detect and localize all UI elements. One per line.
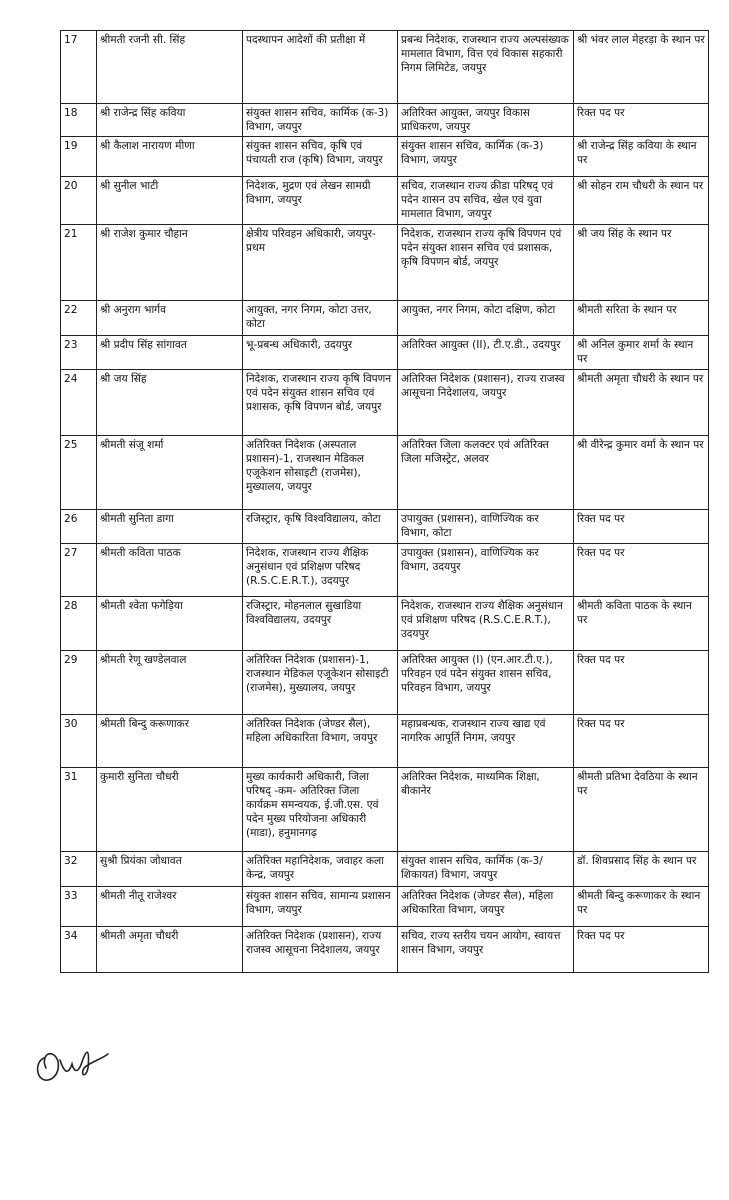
current-posting-cell: संयुक्त शासन सचिव, सामान्य प्रशासन विभाग, जयपुर bbox=[243, 887, 398, 927]
remark-cell: श्रीमती बिन्दु करूणाकर के स्थान पर bbox=[574, 887, 709, 927]
current-posting-cell: निदेशक, मुद्रण एवं लेखन सामग्री विभाग, जयपुर bbox=[243, 177, 398, 225]
table-row bbox=[61, 436, 709, 510]
table-row bbox=[61, 852, 709, 887]
officer-name-cell: श्री प्रदीप सिंह सांगावत bbox=[97, 336, 243, 370]
new-posting-cell: अतिरिक्त आयुक्त (II), टी.ए.डी., उदयपुर bbox=[398, 336, 574, 370]
remark-cell: श्रीमती कविता पाठक के स्थान पर bbox=[574, 597, 709, 651]
remark-cell: श्री अनिल कुमार शर्मा के स्थान पर bbox=[574, 336, 709, 370]
table-row bbox=[61, 137, 709, 177]
remark-cell: श्री भंवर लाल मेहरड़ा के स्थान पर bbox=[574, 31, 709, 104]
current-posting-cell: पदस्थापन आदेशों की प्रतीक्षा में bbox=[243, 31, 398, 104]
table-row bbox=[61, 336, 709, 370]
signature-icon bbox=[30, 1038, 140, 1088]
table-row bbox=[61, 225, 709, 301]
new-posting-cell: निदेशक, राजस्थान राज्य शैक्षिक अनुसंधान एवं प्रशिक्षण परिषद (R.S.C.E.R.T.), उदयपुर bbox=[398, 597, 574, 651]
new-posting-cell: अतिरिक्त जिला कलक्टर एवं अतिरिक्त जिला मजिस्ट्रेट, अलवर bbox=[398, 436, 574, 510]
remark-cell: रिक्त पद पर bbox=[574, 104, 709, 137]
table-row bbox=[61, 715, 709, 768]
remark-cell: रिक्त पद पर bbox=[574, 715, 709, 768]
remark-cell: श्री सोहन राम चौधरी के स्थान पर bbox=[574, 177, 709, 225]
officer-name-cell: श्री सुनील भाटी bbox=[97, 177, 243, 225]
serial-number-cell: 19 bbox=[61, 137, 97, 177]
remark-cell: श्रीमती सरिता के स्थान पर bbox=[574, 301, 709, 336]
table-row bbox=[61, 887, 709, 927]
new-posting-cell: संयुक्त शासन सचिव, कार्मिक (क-3/शिकायत) विभाग, जयपुर bbox=[398, 852, 574, 887]
table-row bbox=[61, 104, 709, 137]
new-posting-cell: महाप्रबन्धक, राजस्थान राज्य खाद्य एवं नागरिक आपूर्ति निगम, जयपुर bbox=[398, 715, 574, 768]
table-row bbox=[61, 177, 709, 225]
new-posting-cell: सचिव, राजस्थान राज्य क्रीडा परिषद् एवं पदेन शासन उप सचिव, खेल एवं युवा मामलात विभाग, जयपुर bbox=[398, 177, 574, 225]
new-posting-cell: अतिरिक्त निदेशक, माध्यमिक शिक्षा, बीकानेर bbox=[398, 768, 574, 852]
remark-cell: श्री जय सिंह के स्थान पर bbox=[574, 225, 709, 301]
new-posting-cell: उपायुक्त (प्रशासन), वाणिज्यिक कर विभाग, उदयपुर bbox=[398, 544, 574, 597]
new-posting-cell: उपायुक्त (प्रशासन), वाणिज्यिक कर विभाग, कोटा bbox=[398, 510, 574, 544]
new-posting-cell: आयुक्त, नगर निगम, कोटा दक्षिण, कोटा bbox=[398, 301, 574, 336]
new-posting-cell: निदेशक, राजस्थान राज्य कृषि विपणन एवं पदेन संयुक्त शासन सचिव एवं प्रशासक, कृषि विपणन बोर्ड, जयपुर bbox=[398, 225, 574, 301]
new-posting-cell: अतिरिक्त आयुक्त, जयपुर विकास प्राधिकरण, जयपुर bbox=[398, 104, 574, 137]
new-posting-cell: संयुक्त शासन सचिव, कार्मिक (क-3) विभाग, जयपुर bbox=[398, 137, 574, 177]
table-row bbox=[61, 768, 709, 852]
remark-cell: रिक्त पद पर bbox=[574, 544, 709, 597]
new-posting-cell: अतिरिक्त निदेशक (प्रशासन), राज्य राजस्व आसूचना निदेशालय, जयपुर bbox=[398, 370, 574, 436]
table-row bbox=[61, 544, 709, 597]
serial-number-cell: 31 bbox=[61, 768, 97, 852]
officer-name-cell: श्री कैलाश नारायण मीणा bbox=[97, 137, 243, 177]
current-posting-cell: आयुक्त, नगर निगम, कोटा उत्तर, कोटा bbox=[243, 301, 398, 336]
serial-number-cell: 29 bbox=[61, 651, 97, 715]
table-row bbox=[61, 510, 709, 544]
remark-cell: डॉ. शिवप्रसाद सिंह के स्थान पर bbox=[574, 852, 709, 887]
officer-name-cell: श्री राजेश कुमार चौहान bbox=[97, 225, 243, 301]
current-posting-cell: अतिरिक्त निदेशक (अस्पताल प्रशासन)-1, राजस्थान मेडिकल एजूकेशन सोसाइटी (राजमेस), मुख्यालय, जयपुर bbox=[243, 436, 398, 510]
remark-cell: रिक्त पद पर bbox=[574, 510, 709, 544]
officer-name-cell: श्रीमती रेणू खण्डेलवाल bbox=[97, 651, 243, 715]
remark-cell: श्री राजेन्द्र सिंह कविया के स्थान पर bbox=[574, 137, 709, 177]
table-row bbox=[61, 31, 709, 104]
serial-number-cell: 34 bbox=[61, 927, 97, 973]
table-row bbox=[61, 370, 709, 436]
serial-number-cell: 28 bbox=[61, 597, 97, 651]
remark-cell: श्रीमती अमृता चौधरी के स्थान पर bbox=[574, 370, 709, 436]
current-posting-cell: निदेशक, राजस्थान राज्य कृषि विपणन एवं पदेन संयुक्त शासन सचिव एवं प्रशासक, कृषि विपणन बोर्ड, जयपुर bbox=[243, 370, 398, 436]
table-row bbox=[61, 651, 709, 715]
officer-name-cell: श्रीमती कविता पाठक bbox=[97, 544, 243, 597]
officer-name-cell: श्रीमती श्वेता फगेड़िया bbox=[97, 597, 243, 651]
new-posting-cell: अतिरिक्त आयुक्त (I) (एन.आर.टी.ए.), परिवहन एवं पदेन संयुक्त शासन सचिव, परिवहन विभाग, जयपुर bbox=[398, 651, 574, 715]
current-posting-cell: अतिरिक्त निदेशक (प्रशासन)-1, राजस्थान मेडिकल एजूकेशन सोसाइटी (राजमेस), मुख्यालय, जयपुर bbox=[243, 651, 398, 715]
officer-name-cell: सुश्री प्रियंका जोधावत bbox=[97, 852, 243, 887]
serial-number-cell: 21 bbox=[61, 225, 97, 301]
serial-number-cell: 26 bbox=[61, 510, 97, 544]
current-posting-cell: निदेशक, राजस्थान राज्य शैक्षिक अनुसंधान एवं प्रशिक्षण परिषद (R.S.C.E.R.T.), उदयपुर bbox=[243, 544, 398, 597]
new-posting-cell: प्रबन्ध निदेशक, राजस्थान राज्य अल्पसंख्यक मामलात विभाग, वित्त एवं विकास सहकारी निगम लिमिटेड, जयपुर bbox=[398, 31, 574, 104]
serial-number-cell: 32 bbox=[61, 852, 97, 887]
officer-name-cell: श्री अनुराग भार्गव bbox=[97, 301, 243, 336]
serial-number-cell: 20 bbox=[61, 177, 97, 225]
current-posting-cell: क्षेत्रीय परिवहन अधिकारी, जयपुर-प्रथम bbox=[243, 225, 398, 301]
officer-name-cell: कुमारी सुनिता चौधरी bbox=[97, 768, 243, 852]
table-body bbox=[61, 31, 709, 973]
officer-name-cell: श्रीमती बिन्दु करूणाकर bbox=[97, 715, 243, 768]
new-posting-cell: अतिरिक्त निदेशक (जेण्डर सैल), महिला अधिकारिता विभाग, जयपुर bbox=[398, 887, 574, 927]
serial-number-cell: 17 bbox=[61, 31, 97, 104]
remark-cell: रिक्त पद पर bbox=[574, 927, 709, 973]
officer-name-cell: श्रीमती संजू शर्मा bbox=[97, 436, 243, 510]
serial-number-cell: 24 bbox=[61, 370, 97, 436]
current-posting-cell: रजिस्ट्रार, मोहनलाल सुखाडिया विश्वविद्यालय, उदयपुर bbox=[243, 597, 398, 651]
serial-number-cell: 33 bbox=[61, 887, 97, 927]
officer-name-cell: श्रीमती नीतू राजेश्वर bbox=[97, 887, 243, 927]
officer-name-cell: श्रीमती सुनिता डागा bbox=[97, 510, 243, 544]
current-posting-cell: अतिरिक्त निदेशक (जेण्डर सैल), महिला अधिकारिता विभाग, जयपुर bbox=[243, 715, 398, 768]
current-posting-cell: संयुक्त शासन सचिव, कार्मिक (क-3) विभाग, जयपुर bbox=[243, 104, 398, 137]
officer-name-cell: श्रीमती अमृता चौधरी bbox=[97, 927, 243, 973]
current-posting-cell: मुख्य कार्यकारी अधिकारी, जिला परिषद् -कम- अतिरिक्त जिला कार्यक्रम समन्वयक, ई.जी.एस. एवं पदेन मुख्य परियोजना अधिकारी (माडा), हनुमानगढ़ bbox=[243, 768, 398, 852]
serial-number-cell: 18 bbox=[61, 104, 97, 137]
remark-cell: रिक्त पद पर bbox=[574, 651, 709, 715]
table-row bbox=[61, 301, 709, 336]
new-posting-cell: सचिव, राज्य स्तरीय चयन आयोग, स्वायत्त शासन विभाग, जयपुर bbox=[398, 927, 574, 973]
serial-number-cell: 30 bbox=[61, 715, 97, 768]
remark-cell: श्रीमती प्रतिभा देवठिया के स्थान पर bbox=[574, 768, 709, 852]
officer-name-cell: श्री जय सिंह bbox=[97, 370, 243, 436]
remark-cell: श्री वीरेन्द्र कुमार वर्मा के स्थान पर bbox=[574, 436, 709, 510]
transfer-order-table bbox=[60, 30, 709, 973]
officer-name-cell: श्रीमती रजनी सी. सिंह bbox=[97, 31, 243, 104]
serial-number-cell: 25 bbox=[61, 436, 97, 510]
serial-number-cell: 23 bbox=[61, 336, 97, 370]
current-posting-cell: रजिस्ट्रार, कृषि विश्वविद्यालय, कोटा bbox=[243, 510, 398, 544]
current-posting-cell: संयुक्त शासन सचिव, कृषि एवं पंचायती राज (कृषि) विभाग, जयपुर bbox=[243, 137, 398, 177]
current-posting-cell: अतिरिक्त निदेशक (प्रशासन), राज्य राजस्व आसूचना निदेशालय, जयपुर bbox=[243, 927, 398, 973]
table-row bbox=[61, 597, 709, 651]
serial-number-cell: 22 bbox=[61, 301, 97, 336]
serial-number-cell: 27 bbox=[61, 544, 97, 597]
officer-name-cell: श्री राजेन्द्र सिंह कविया bbox=[97, 104, 243, 137]
table-row bbox=[61, 927, 709, 973]
current-posting-cell: भू-प्रबन्ध अधिकारी, उदयपुर bbox=[243, 336, 398, 370]
current-posting-cell: अतिरिक्त महानिदेशक, जवाहर कला केन्द्र, जयपुर bbox=[243, 852, 398, 887]
